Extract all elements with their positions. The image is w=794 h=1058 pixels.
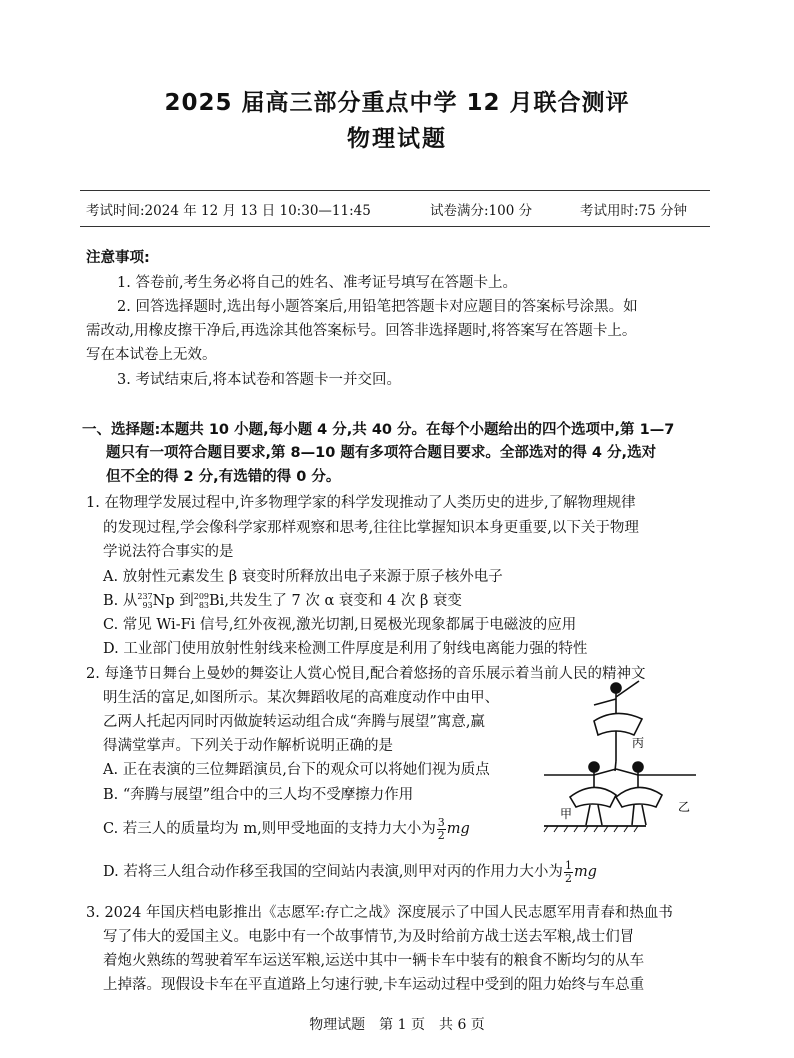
bi-mass-number: 209 [193, 592, 210, 601]
np-atomic-number: 93 [142, 601, 153, 610]
q1-option-a: A. 放射性元素发生 β 衰变时所释放出电子来源于原子核外电子 [103, 569, 503, 585]
page-footer: 物理试题 第 1 页 共 6 页 [309, 1017, 485, 1033]
exam-title: 2025 届高三部分重点中学 12 月联合测评 [164, 90, 630, 116]
np-symbol: Np [152, 593, 175, 609]
q3-stem-line-2: 写了伟大的爱国主义。电影中有一个故事情节,为及时给前方战士送去军粮,战士们冒 [103, 929, 635, 945]
bi-symbol: Bi [209, 593, 225, 609]
q2-option-c [103, 815, 470, 843]
q3-stem-line-3: 着炮火熟练的驾驶着军车运送军粮,运送中其中一辆卡车中装有的粮食不断均匀的从车 [103, 953, 645, 969]
notice-item-1: 1. 答卷前,考生务必将自己的姓名、准考证号填写在答题卡上。 [117, 275, 518, 291]
np-nuclide-numbers [137, 592, 152, 610]
ground-hatching [544, 826, 638, 832]
fraction-denominator: 2 [437, 828, 445, 842]
dancer-jia-figure [544, 762, 616, 825]
q1-option-b-suffix: ,共发生了 7 次 α 衰变和 4 次 β 衰变 [224, 593, 462, 609]
q1-option-b-prefix: B. 从 [103, 593, 138, 609]
dancer-bing-figure [594, 681, 645, 771]
q3-stem-line-4: 上掉落。现假设卡车在平直道路上匀速行驶,卡车运动过程中受到的阻力始终与车总重 [103, 977, 645, 993]
q2-option-c-text: C. 若三人的质量均为 m,则甲受地面的支持力大小为 [103, 821, 436, 837]
q1-option-c: C. 常见 Wi-Fi 信号,红外夜视,激光切割,日冕极光现象都属于电磁波的应用 [103, 617, 577, 633]
fraction-numerator: 1 [564, 858, 572, 872]
notice-heading: 注意事项: [86, 250, 150, 266]
label-bing: 丙 [632, 736, 645, 750]
q2-option-d [103, 858, 597, 886]
notice-item-2-line-2: 需改动,用橡皮擦干净后,再选涂其他答案标号。回答非选择题时,将答案写在答题卡上。 [86, 323, 637, 339]
q1-stem-line-1: 1. 在物理学发展过程中,许多物理学家的科学发现推动了人类历史的进步,了解物理规律 [86, 495, 636, 511]
bottom-divider [80, 226, 710, 227]
q2-stem-line-1: 2. 每逢节日舞台上曼妙的舞姿让人赏心悦目,配合着悠扬的音乐展示着当前人民的精神文 [86, 666, 646, 682]
dancer-yi-figure [616, 762, 696, 825]
q1-option-b [103, 591, 462, 611]
np-mass-number: 237 [137, 592, 153, 601]
notice-item-2-line-3: 写在本试卷上无效。 [86, 347, 217, 363]
section-1-line-3: 但不全的得 2 分,有选错的得 0 分。 [106, 469, 341, 485]
notice-item-3: 3. 考试结束后,将本试卷和答题卡一并交回。 [117, 372, 402, 388]
full-score: 试卷满分:100 分 [430, 203, 533, 219]
q1-stem-line-2: 的发现过程,学会像科学家那样观察和思考,往往比掌握知识本身更重要,以下关于物理 [103, 520, 639, 536]
q1-stem-line-3: 学说法符合事实的是 [103, 544, 234, 560]
fraction-numerator: 3 [437, 815, 445, 829]
q1-option-b-mid: 到 [174, 593, 194, 609]
q3-stem-line-1: 3. 2024 年国庆档电影推出《志愿军:存亡之战》深度展示了中国人民志愿军用青春和热血书 [86, 905, 673, 921]
q2-stem-line-2: 明生活的富足,如图所示。某次舞蹈收尾的高难度动作中由甲、 [103, 690, 500, 706]
q2-option-d-unit: mg [573, 864, 597, 880]
fraction-three-halves [437, 817, 446, 842]
fraction-denominator: 2 [564, 871, 572, 885]
q2-option-d-text: D. 若将三人组合动作移至我国的空间站内表演,则甲对丙的作用力大小为 [103, 864, 563, 880]
bi-nuclide-numbers [194, 592, 209, 610]
label-yi: 乙 [678, 800, 691, 814]
section-1-line-2: 题只有一项符合题目要求,第 8—10 题有多项符合题目要求。全部选对的得 4 分,选对 [106, 445, 657, 461]
q2-option-b: B. “奔腾与展望”组合中的三人均不受摩擦力作用 [103, 787, 414, 803]
exam-duration: 考试用时:75 分钟 [580, 203, 688, 219]
q2-stem-line-4: 得满堂掌声。下列关于动作解析说明正确的是 [103, 738, 393, 754]
q2-stem-line-3: 乙两人托起丙同时丙做旋转运动组合成“奔腾与展望”寓意,赢 [103, 714, 485, 730]
section-1-line-1: 一、选择题:本题共 10 小题,每小题 4 分,共 40 分。在每个小题给出的四个选项中,第 1—7 [82, 422, 675, 438]
notice-item-2-line-1: 2. 回答选择题时,选出每小题答案后,用铅笔把答题卡对应题目的答案标号涂黑。如 [117, 299, 638, 315]
q1-option-d: D. 工业部门使用放射性射线来检测工件厚度是利用了射线电离能力强的特性 [103, 641, 588, 657]
dancers-figure [536, 675, 711, 835]
q2-option-a: A. 正在表演的三位舞蹈演员,台下的观众可以将她们视为质点 [103, 762, 490, 778]
top-divider [80, 190, 710, 191]
exam-subject: 物理试题 [347, 126, 447, 152]
fraction-one-half [564, 860, 573, 885]
exam-time: 考试时间:2024 年 12 月 13 日 10:30—11:45 [86, 203, 371, 219]
bi-atomic-number: 83 [198, 601, 210, 610]
label-jia: 甲 [560, 807, 573, 821]
q2-option-c-unit: mg [446, 821, 470, 837]
